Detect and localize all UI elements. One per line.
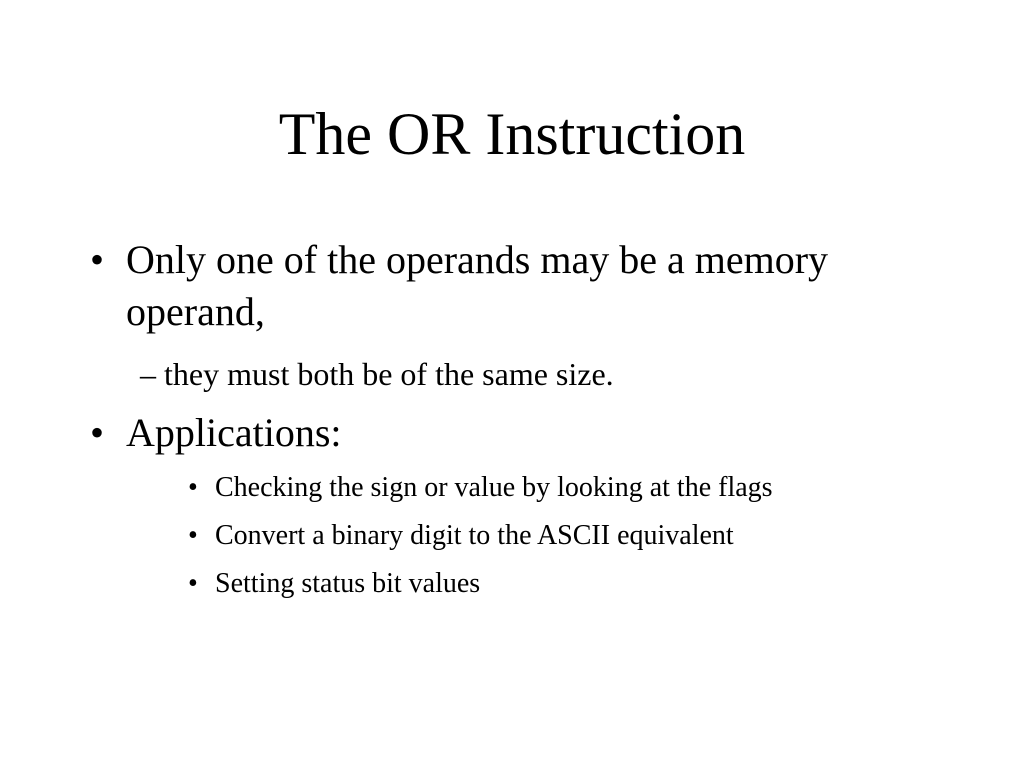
bullet-text: Applications: bbox=[126, 410, 342, 455]
sub-bullet-item bbox=[140, 354, 960, 394]
sub-bullet-text: Convert a binary digit to the ASCII equivalent bbox=[215, 520, 734, 551]
sub-bullet-item bbox=[188, 518, 988, 554]
sub-bullet-marker: • bbox=[188, 568, 198, 599]
sub-bullet-marker: • bbox=[188, 520, 198, 551]
slide-title: The OR Instruction bbox=[278, 101, 746, 167]
sub-bullet-text: Setting status bit values bbox=[215, 568, 481, 599]
sub-bullet-text: Checking the sign or value by looking at the flags bbox=[215, 472, 773, 503]
bullet-item bbox=[90, 234, 950, 338]
sub-bullet-item bbox=[188, 470, 988, 506]
bullet-marker: • bbox=[90, 237, 105, 282]
sub-bullet-marker: • bbox=[188, 472, 198, 503]
bullet-text: Only one of the operands may be a memory operand, bbox=[126, 237, 829, 334]
sub-bullet-item bbox=[188, 566, 988, 602]
sub-bullet-marker: – bbox=[140, 356, 156, 392]
sub-bullet-text: they must both be of the same size. bbox=[164, 356, 614, 392]
bullet-item bbox=[90, 407, 950, 459]
bullet-marker: • bbox=[90, 410, 105, 455]
